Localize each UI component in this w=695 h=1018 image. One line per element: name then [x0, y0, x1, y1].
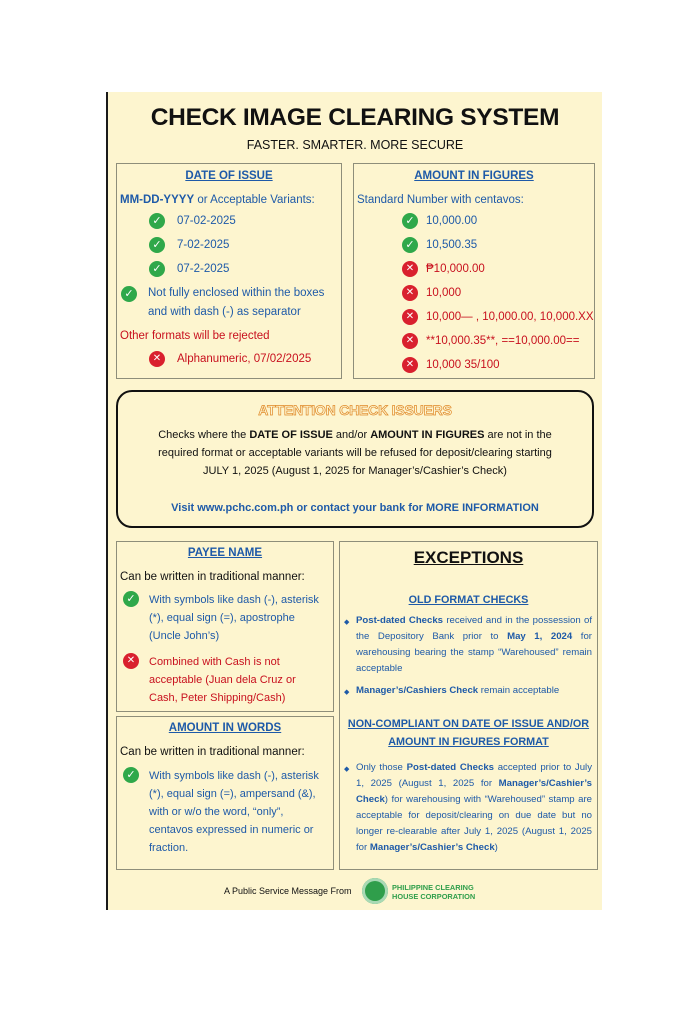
attention-emphasis: AMOUNT IN FIGURES — [370, 429, 485, 441]
date-rejected-example: Alphanumeric, 07/02/2025 — [177, 353, 312, 365]
x-icon: ✕ — [149, 351, 165, 367]
words-ok-line: fraction. — [149, 842, 189, 854]
old-format-bullet-2 — [356, 683, 592, 699]
exc-emphasis: Post-dated Checks — [356, 615, 444, 626]
bullet-icon: ◆ — [344, 766, 350, 773]
amount-ok-example: 10,000.00 — [426, 215, 478, 227]
non-compliant-bullet — [356, 760, 592, 856]
date-of-issue-box — [116, 163, 342, 379]
attention-body — [128, 426, 582, 480]
x-icon: ✕ — [402, 309, 418, 325]
exceptions-box — [339, 541, 598, 870]
words-ok-line: with or w/o the word, “only”, — [149, 806, 284, 818]
bullet-icon: ◆ — [344, 619, 350, 626]
check-icon: ✓ — [123, 591, 139, 607]
words-intro: Can be written in traditional manner: — [120, 746, 305, 758]
payee-name-box — [116, 541, 334, 712]
exc-text: received and in the possession of the Depository Bank prior to — [356, 615, 592, 642]
payee-ok-line: With symbols like dash (-), asterisk — [149, 594, 319, 606]
non-compliant-title-line: AMOUNT IN FIGURES FORMAT — [388, 736, 549, 748]
check-icon: ✓ — [149, 237, 165, 253]
org-name-line: HOUSE CORPORATION — [392, 892, 476, 901]
exc-text: ) for warehousing with “Warehoused” stamp are acceptable for deposit/clearing on due date but no longer re-clearable after July 1, 2025 (August 1, 2025 for — [356, 794, 592, 853]
attention-line-1 — [128, 426, 582, 444]
date-format-suffix: or Acceptable Variants: — [194, 194, 315, 206]
x-icon: ✕ — [402, 357, 418, 373]
check-icon: ✓ — [123, 767, 139, 783]
amount-in-words-box — [116, 716, 334, 870]
amount-bad-example: 10,000 — [426, 287, 462, 299]
amount-in-figures-box — [353, 163, 595, 379]
attention-emphasis: DATE OF ISSUE — [249, 429, 333, 441]
date-of-issue-title: DATE OF ISSUE — [185, 170, 273, 182]
words-ok-line: (*), equal sign (=), ampersand (&), — [149, 788, 316, 800]
check-icon: ✓ — [149, 261, 165, 277]
attention-text: Checks where the — [158, 429, 250, 441]
check-icon: ✓ — [149, 213, 165, 229]
exc-text: remain acceptable — [478, 685, 560, 696]
exc-emphasis: Manager’s/Cashier’s Check — [356, 778, 592, 805]
payee-intro: Can be written in traditional manner: — [120, 571, 305, 583]
visit-link[interactable]: Visit www.pchc.com.ph or contact your bank for MORE INFORMATION — [171, 502, 539, 514]
old-format-title: OLD FORMAT CHECKS — [408, 594, 529, 606]
non-compliant-title-line: NON-COMPLIANT ON DATE OF ISSUE AND/OR — [347, 718, 590, 730]
page-subtitle: FASTER. SMARTER. MORE SECURE — [246, 138, 464, 152]
attention-title: ATTENTION CHECK ISSUERS — [258, 402, 452, 418]
org-name-line: PHILIPPINE CLEARING — [392, 883, 474, 892]
payee-name-title: PAYEE NAME — [187, 547, 263, 559]
attention-line-2: required format or acceptable variants will be refused for deposit/clearing starting — [158, 447, 552, 459]
attention-line-3: JULY 1, 2025 (August 1, 2025 for Manager’s/Cashier’s Check) — [203, 465, 507, 477]
payee-bad-text — [149, 653, 333, 707]
non-compliant-title — [340, 715, 597, 751]
payee-ok-text — [149, 591, 333, 645]
old-format-bullet-1 — [356, 613, 592, 677]
check-icon: ✓ — [121, 286, 137, 302]
x-icon: ✕ — [402, 285, 418, 301]
words-ok-text — [149, 767, 333, 857]
words-ok-line: With symbols like dash (-), asterisk — [149, 770, 319, 782]
payee-ok-line: (Uncle John’s) — [149, 630, 220, 642]
date-example: 07-2-2025 — [177, 263, 230, 275]
payee-bad-line: Combined with Cash is not — [149, 656, 280, 668]
amount-in-words-title: AMOUNT IN WORDS — [168, 722, 282, 734]
check-icon: ✓ — [402, 213, 418, 229]
payee-bad-line: Cash, Peter Shipping/Cash) — [149, 692, 286, 704]
exc-emphasis: May 1, 2024 — [507, 631, 573, 642]
amount-bad-example: 10,000 35/100 — [426, 359, 500, 371]
amount-figures-intro: Standard Number with centavos: — [357, 194, 524, 206]
date-format-label: MM-DD-YYYY — [120, 194, 195, 206]
payee-ok-line: (*), equal sign (=), apostrophe — [149, 612, 295, 624]
exc-emphasis: Post-dated Checks — [406, 762, 494, 773]
poster — [106, 92, 602, 910]
exc-text: Only those — [356, 762, 407, 773]
exc-text: accepted prior to July 1, 2025 (August 1, 2025 for — [356, 762, 592, 789]
words-ok-line: centavos expressed in numeric or — [149, 824, 314, 836]
attention-text: and/or — [332, 429, 371, 441]
exc-text: for warehousing bearing the stamp “Warehoused” remain acceptable — [356, 631, 592, 674]
date-format-line — [120, 191, 315, 209]
x-icon: ✕ — [402, 333, 418, 349]
x-icon: ✕ — [402, 261, 418, 277]
attention-text: are not in the — [484, 429, 552, 441]
amount-bad-example: ₱10,000.00 — [426, 263, 485, 275]
footer-message: A Public Service Message From — [224, 886, 352, 896]
date-note-line: Not fully enclosed within the boxes — [148, 287, 325, 299]
amount-in-figures-title: AMOUNT IN FIGURES — [414, 170, 534, 182]
amount-bad-example: 10,000— , 10,000.00, 10,000.XX — [426, 311, 594, 323]
amount-bad-example: **10,000.35**, ==10,000.00== — [426, 335, 580, 347]
x-icon: ✕ — [123, 653, 139, 669]
bullet-icon: ◆ — [344, 689, 350, 696]
pchc-logo-icon — [362, 878, 388, 904]
date-example: 7-02-2025 — [177, 239, 230, 251]
attention-box — [116, 390, 594, 528]
check-icon: ✓ — [402, 237, 418, 253]
pchc-org-name — [392, 883, 475, 901]
page-title: CHECK IMAGE CLEARING SYSTEM — [150, 104, 560, 131]
exc-text: ) — [494, 842, 498, 853]
date-note-line: and with dash (-) as separator — [148, 306, 301, 318]
exc-emphasis: Manager’s/Cashier’s Check — [369, 842, 495, 853]
date-rejected-text: Other formats will be rejected — [120, 330, 270, 342]
exceptions-title: EXCEPTIONS — [413, 548, 524, 567]
payee-bad-line: acceptable (Juan dela Cruz or — [149, 674, 296, 686]
date-example: 07-02-2025 — [177, 215, 236, 227]
amount-ok-example: 10,500.35 — [426, 239, 478, 251]
exc-emphasis: Manager’s/Cashiers Check — [356, 685, 479, 696]
